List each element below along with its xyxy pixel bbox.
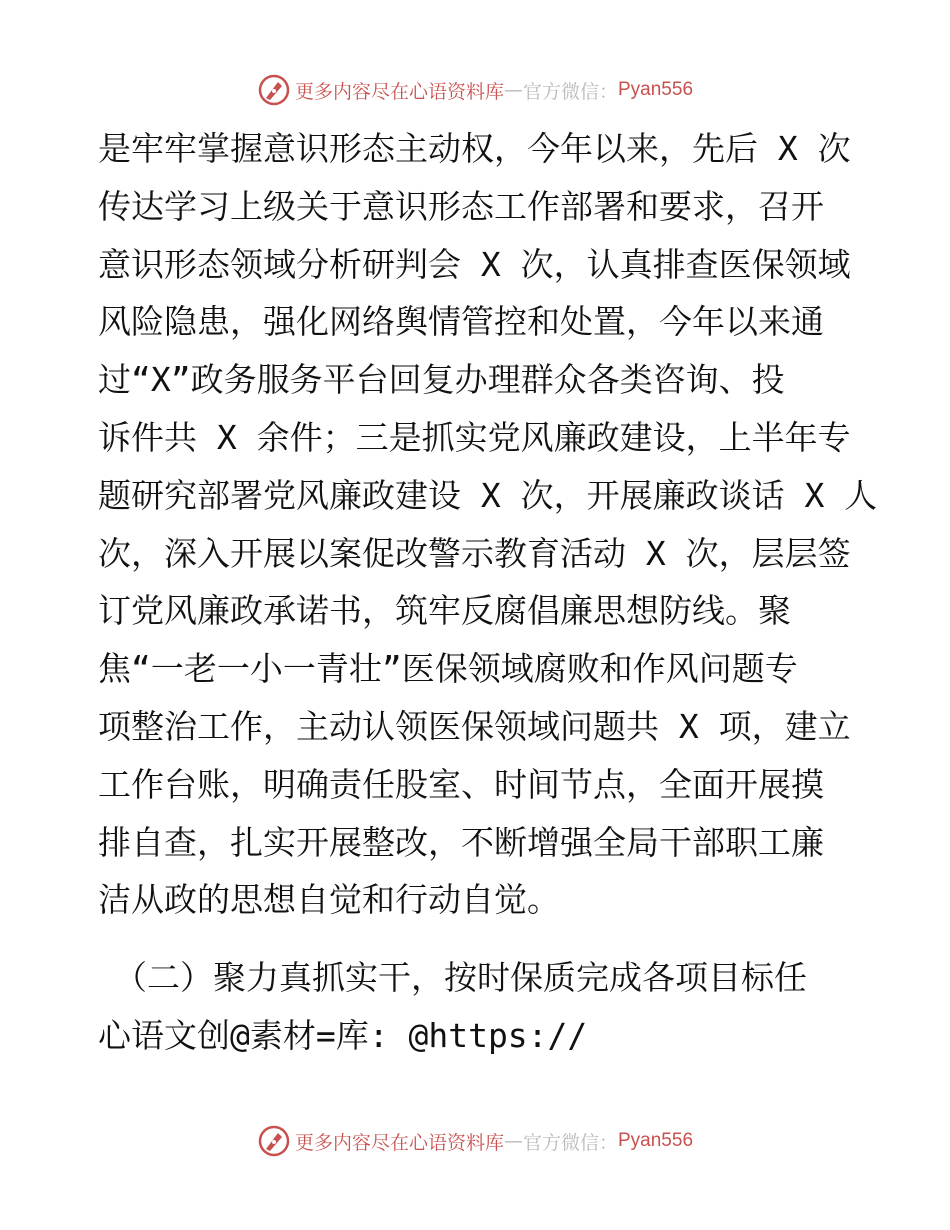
paragraph-line: 诉件共 X 余件；三是抓实党风廉政建设，上半年专: [98, 417, 851, 457]
paragraph-line: 是牢牢掌握意识形态主动权，今年以来，先后 X 次: [98, 129, 851, 168]
paragraph-line: 订党风廉政承诺书，筑牢反腐倡廉思想防线。聚: [98, 591, 791, 631]
watermark-wechat-label: 官方微信：: [522, 80, 618, 103]
watermark-separator: —: [503, 79, 523, 101]
paragraph-gap: [98, 929, 858, 949]
watermark-wechat-id: Pyan556: [618, 79, 694, 100]
paragraph-line: 项整治工作，主动认领医保领域问题共 X 项，建立: [98, 706, 851, 746]
footer-source-line: 心语文创@素材=库: @https://: [98, 1015, 588, 1055]
watermark-wechat-id: Pyan556: [618, 1130, 694, 1151]
watermark-brand: 更多内容尽在心语资料库: [294, 1131, 504, 1154]
paragraph-line: 过“X”政务服务平台回复办理群众各类咨询、投: [98, 360, 785, 400]
paragraph-line: 排自查，扎实开展整改，不断增强全局干部职工廉: [98, 822, 824, 862]
watermark-footer: [0, 1124, 950, 1158]
paragraph-line: 次，深入开展以案促改警示教育活动 X 次，层层签: [98, 533, 851, 573]
section-heading: （二）聚力真抓实干，按时保质完成各项目标任: [114, 958, 807, 998]
document-body: [98, 120, 878, 1065]
paragraph-line: 焦“一老一小一青壮”医保领域腐败和作风问题专: [98, 649, 798, 689]
watermark-brand: 更多内容尽在心语资料库: [294, 80, 504, 103]
paragraph-line: 意识形态领域分析研判会 X 次，认真排查医保领域: [98, 244, 851, 284]
pen-nib-logo-icon: [257, 1124, 291, 1158]
paragraph-line: 洁从政的思想自觉和行动自觉。: [98, 880, 560, 920]
paragraph-line: 风险隐患，强化网络舆情管控和处置，今年以来通: [98, 302, 824, 342]
watermark-header: [0, 73, 950, 107]
watermark-wechat-label: 官方微信：: [522, 1131, 618, 1154]
paragraph-line: 题研究部署党风廉政建设 X 次，开展廉政谈话 X 人: [98, 475, 878, 515]
paragraph-line: 工作台账，明确责任股室、时间节点，全面开展摸: [98, 764, 824, 804]
pen-nib-logo-icon: [257, 73, 291, 107]
watermark-separator: —: [503, 1130, 523, 1152]
paragraph-line: 传达学习上级关于意识形态工作部署和要求，召开: [98, 186, 824, 226]
